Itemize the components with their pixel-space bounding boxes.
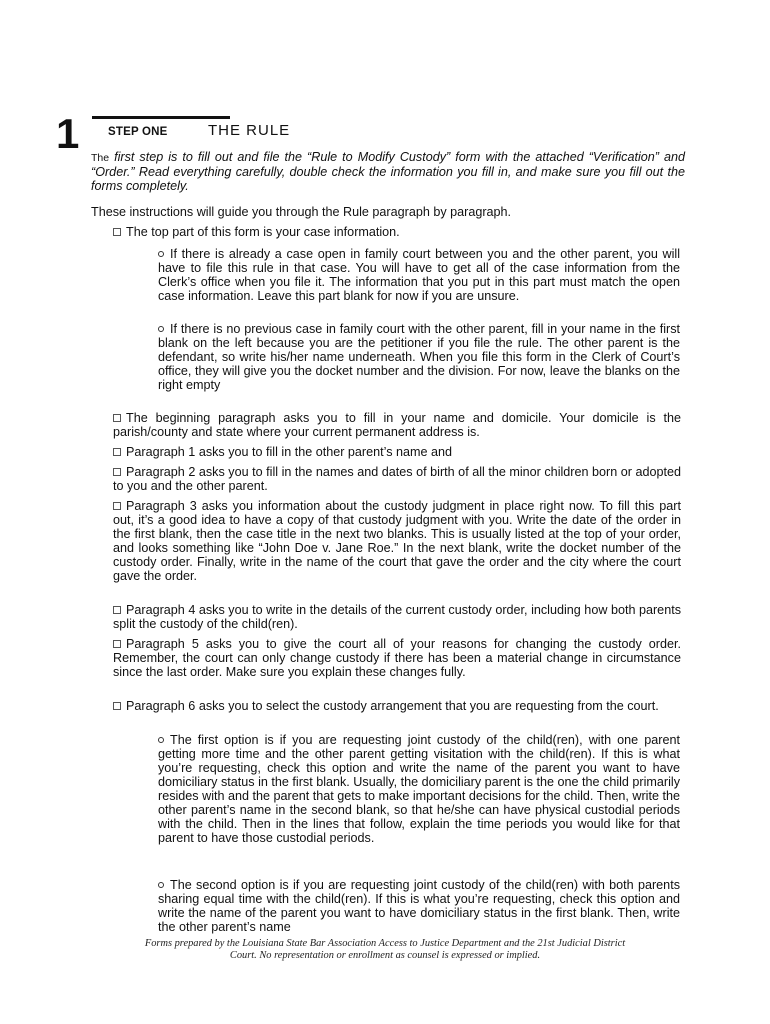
item-text: The top part of this form is your case information. xyxy=(126,225,400,239)
item-text: Paragraph 5 asks you to give the court all of your reasons for changing the custody order. Remember, the court can only change custody if there has been a material change in circumstance since the last order. Make sure you explain these changes fully. xyxy=(113,637,681,679)
intro-text: first step is to fill out and file the “Rule to Modify Custody” form with the attached “Verification” and “Order.” Read everything carefully, double check the information you fill in, and make sure you fill out the forms completely. xyxy=(91,150,685,193)
page-footer xyxy=(80,938,690,962)
footer-line-2: Court. No representation or enrollment as counsel is expressed or implied. xyxy=(229,950,541,961)
item-text: The first option is if you are requesting joint custody of the child(ren), with one parent getting more time and the other parent getting visitation with the child(ren). If this is what you’re requesting, check this option and write the name of the parent you want to have domiciliary status in the first blank. Usually, the domiciliary parent is the one the child primarily resides with and the parent that gets to make important decisions for the child. Then, write the other parent’s name in the second blank, so that he/she can have physical custodial periods with the child. Then in the lines that follow, explain the time periods you would like for that parent to have those custodial periods. xyxy=(158,733,680,845)
checklist-item xyxy=(113,445,681,459)
checkbox-icon xyxy=(113,606,121,614)
checklist-item xyxy=(113,637,681,679)
checkbox-icon xyxy=(113,228,121,236)
page-title: THE RULE xyxy=(208,122,291,139)
intro-paragraph xyxy=(91,150,685,193)
item-text: If there is already a case open in family court between you and the other parent, you will have to file this rule in that case. You will have to get all of the case information from the Clerk’s office when you file it. The information that you put in this part must match the open case information. Leave this part blank for now if you are unsure. xyxy=(158,247,680,303)
item-text: Paragraph 3 asks you information about the custody judgment in place right now. To fill this part out, it’s a good idea to have a copy of that custody judgment with you. Write the date of the order in the first blank, then the case title in the next two blanks. This is usually listed at the top of your order, and looks something like “John Doe v. Jane Roe.” In the next blank, write the docket number of the custody order. Finally, write in the name of the court that gave the order and the city where the court gave the order. xyxy=(113,499,681,583)
item-text: Paragraph 4 asks you to write in the details of the current custody order, including how both parents split the custody of the child(ren). xyxy=(113,603,681,631)
step-label: STEP ONE xyxy=(108,126,168,138)
item-text: The beginning paragraph asks you to fill in your name and domicile. Your domicile is the parish/county and state where your current permanent address is. xyxy=(113,411,681,439)
checkbox-icon xyxy=(113,448,121,456)
bullet-circle-icon xyxy=(158,737,164,743)
checklist-item xyxy=(113,499,681,583)
sub-item xyxy=(158,322,680,392)
bullet-circle-icon xyxy=(158,882,164,888)
item-text: Paragraph 6 asks you to select the custody arrangement that you are requesting from the court. xyxy=(126,699,659,713)
header-rule xyxy=(92,116,230,119)
bullet-circle-icon xyxy=(158,326,164,332)
item-text: Paragraph 2 asks you to fill in the names and dates of birth of all the minor children born or adopted to you and the other parent. xyxy=(113,465,681,493)
item-text: Paragraph 1 asks you to fill in the other parent’s name and xyxy=(126,445,453,459)
checklist-item xyxy=(113,603,681,631)
checkbox-icon xyxy=(113,502,121,510)
sub-item xyxy=(158,247,680,303)
sub-item xyxy=(158,878,680,934)
item-text: The second option is if you are requesting joint custody of the child(ren) with both parents sharing equal time with the child(ren). If this is what you’re requesting, check this option and write the name of the parent you want to have domiciliary status in the first blank. Then, write the other parent’s name xyxy=(158,878,680,934)
item-text: If there is no previous case in family court with the other parent, fill in your name in the first blank on the left because you are the petitioner if you file the rule. The other parent is the defendant, so write his/her name underneath. When you file this form in the Clerk of Court’s office, they will give you the docket number and the division. For now, leave the blanks on the right empty xyxy=(158,322,680,392)
checklist-item xyxy=(113,699,681,713)
checkbox-icon xyxy=(113,640,121,648)
checklist-item xyxy=(113,411,681,439)
intro-lead-word: The xyxy=(91,152,110,164)
guide-sentence: These instructions will guide you through the Rule paragraph by paragraph. xyxy=(91,205,512,219)
checklist-item xyxy=(113,225,681,239)
checkbox-icon xyxy=(113,414,121,422)
footer-line-1: Forms prepared by the Louisiana State Bar Association Access to Justice Department and the 21st Judicial District xyxy=(144,938,626,949)
step-number: 1 xyxy=(56,110,80,157)
sub-item xyxy=(158,733,680,845)
checkbox-icon xyxy=(113,468,121,476)
bullet-circle-icon xyxy=(158,251,164,257)
checklist-item xyxy=(113,465,681,493)
checkbox-icon xyxy=(113,702,121,710)
